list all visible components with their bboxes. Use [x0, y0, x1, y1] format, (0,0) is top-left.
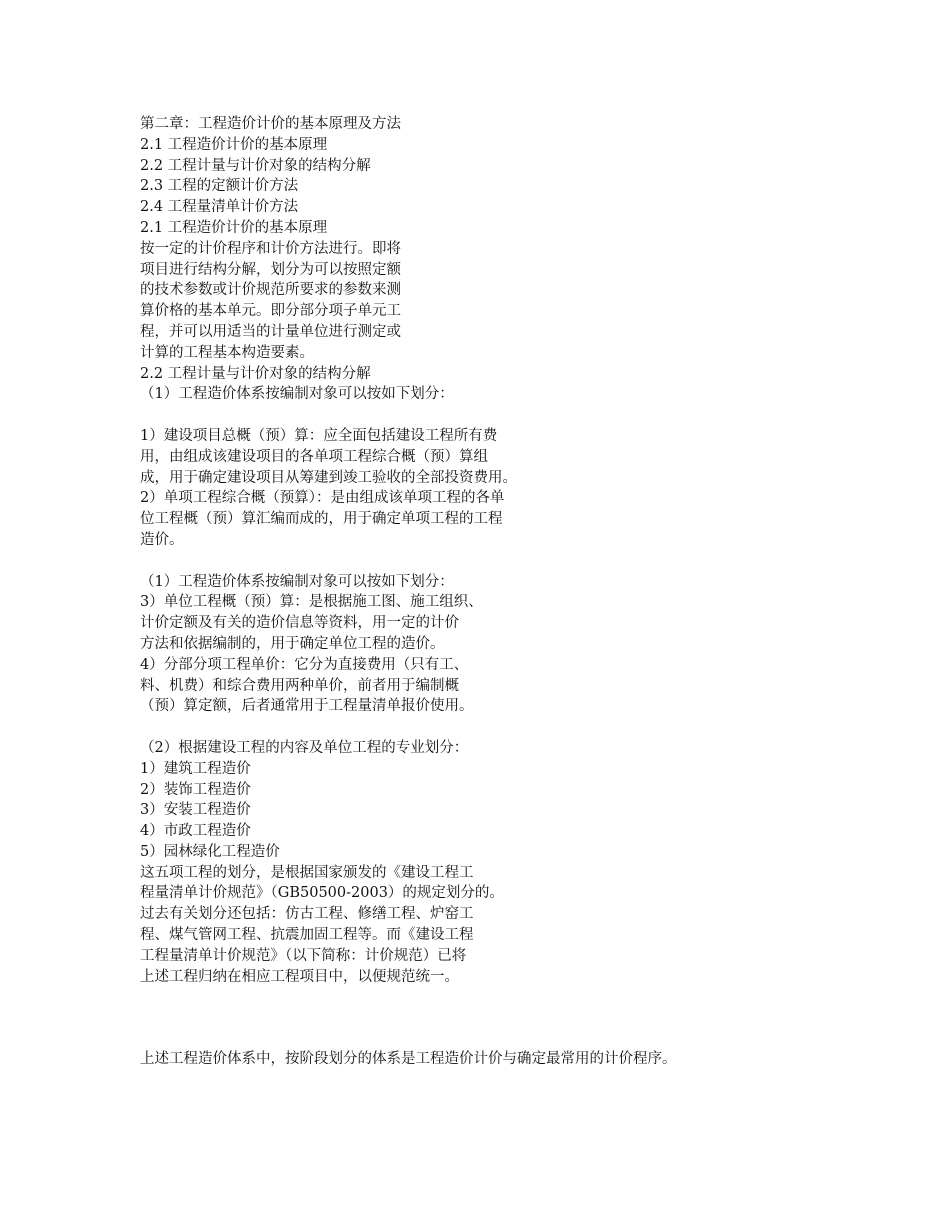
list-item: 2）装饰工程造价	[140, 781, 251, 798]
document-body	[140, 114, 800, 1070]
paragraph-line: 1）建设项目总概（预）算：应全面包括建设工程所有费	[140, 427, 498, 444]
spacer	[140, 717, 800, 738]
toc-item: 2.3 工程的定额计价方法	[140, 178, 299, 195]
paragraph-line: 料、机费）和综合费用两种单价，前者用于编制概	[140, 677, 459, 694]
closing-paragraph: 上述工程造价体系中，按阶段划分的体系是工程造价计价与确定最常用的计价程序。	[140, 1051, 677, 1068]
spacer	[140, 551, 800, 572]
paragraph-line: 成，用于确定建设项目从筹建到竣工验收的全部投资费用。	[140, 469, 517, 486]
toc-item: 2.1 工程造价计价的基本原理	[140, 136, 328, 153]
section-heading: 2.1 工程造价计价的基本原理	[140, 219, 328, 236]
paragraph-line: 过去有关划分还包括：仿古工程、修缮工程、炉窑工	[140, 906, 474, 923]
paragraph-line: 造价。	[140, 531, 184, 548]
section-heading: 2.2 工程计量与计价对象的结构分解	[140, 365, 371, 382]
paragraph-line: 上述工程归纳在相应工程项目中，以便规范统一。	[140, 968, 459, 985]
paragraph-line: 3）单位工程概（预）算：是根据施工图、施工组织、	[140, 594, 483, 611]
toc-item: 2.4 工程量清单计价方法	[140, 199, 299, 216]
subsection-heading: （1）工程造价体系按编制对象可以按如下划分：	[140, 386, 454, 403]
paragraph-line: 位工程概（预）算汇编而成的，用于确定单项工程的工程	[140, 511, 503, 528]
paragraph-line: 程、煤气管网工程、抗震加固工程等。而《建设工程	[140, 927, 474, 944]
paragraph-line: 工程量清单计价规范》（以下简称：计价规范）已将	[140, 947, 467, 964]
toc-item: 2.2 工程计量与计价对象的结构分解	[140, 157, 371, 174]
paragraph-line: 算价格的基本单元。即分部分项子单元工	[140, 303, 401, 320]
paragraph-line: 的技术参数或计价规范所要求的参数来测	[140, 282, 401, 299]
header-block	[140, 114, 800, 405]
chapter-title: 第二章：工程造价计价的基本原理及方法	[140, 116, 401, 132]
section-a	[140, 426, 800, 551]
list-item: 4）市政工程造价	[140, 823, 251, 840]
paragraph-line: 程，并可以用适当的计量单位进行测定或	[140, 323, 401, 340]
subsection-heading: （1）工程造价体系按编制对象可以按如下划分：	[140, 573, 454, 590]
paragraph-line: 计价定额及有关的造价信息等资料，用一定的计价	[140, 615, 459, 632]
paragraph-line: 用，由组成该建设项目的各单项工程综合概（预）算组	[140, 448, 488, 465]
subsection-heading: （2）根据建设工程的内容及单位工程的专业划分：	[140, 739, 469, 756]
paragraph-line: 项目进行结构分解，划分为可以按照定额	[140, 261, 401, 278]
paragraph-line: 4）分部分项工程单价：它分为直接费用（只有工、	[140, 656, 469, 673]
spacer	[140, 405, 800, 426]
paragraph-line: 计算的工程基本构造要素。	[140, 344, 314, 361]
list-item: 1）建筑工程造价	[140, 760, 251, 777]
paragraph-line: （预）算定额，后者通常用于工程量清单报价使用。	[140, 698, 474, 715]
paragraph-line: 这五项工程的划分，是根据国家颁发的《建设工程工	[140, 864, 474, 881]
paragraph-line: 按一定的计价程序和计价方法进行。即将	[140, 240, 401, 257]
section-b	[140, 572, 800, 718]
spacer	[140, 987, 800, 1049]
list-item: 3）安装工程造价	[140, 802, 251, 819]
paragraph-line: 程量清单计价规范》（GB50500-2003）的规定划分的。	[140, 885, 504, 902]
list-item: 5）园林绿化工程造价	[140, 843, 280, 860]
section-c	[140, 738, 800, 988]
paragraph-line: 2）单项工程综合概（预算）：是由组成该单项工程的各单	[140, 490, 505, 507]
paragraph-line: 方法和依据编制的，用于确定单位工程的造价。	[140, 635, 445, 652]
